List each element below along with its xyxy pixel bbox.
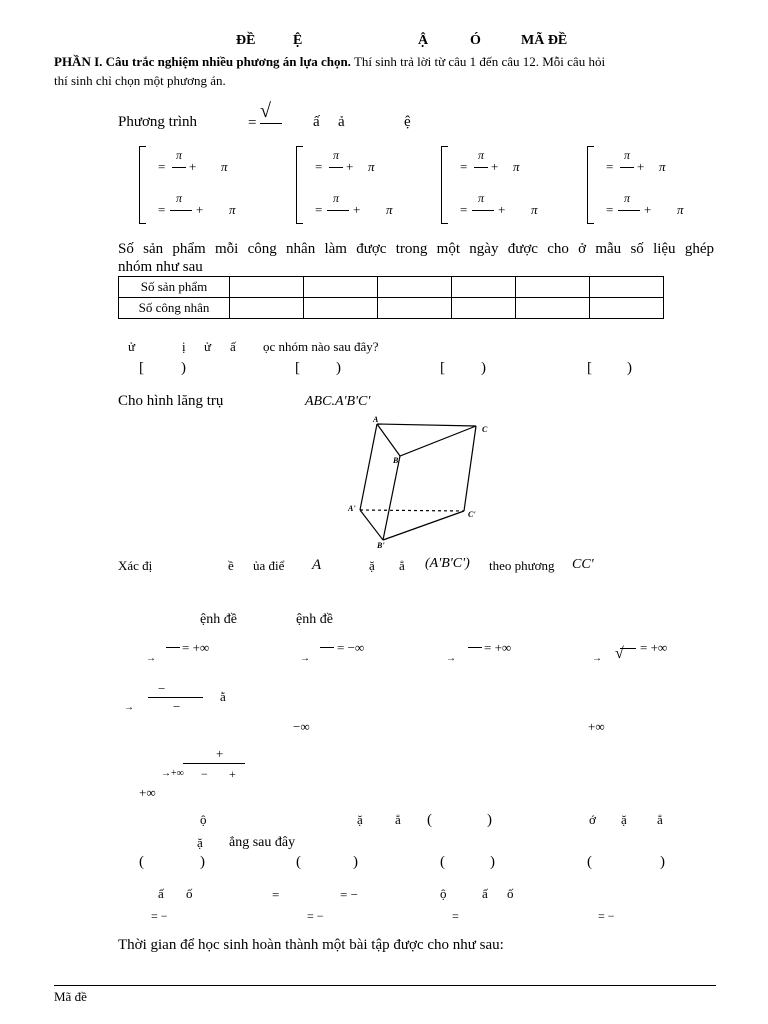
q4-option-neg-inf: −∞ bbox=[293, 719, 310, 734]
q5-denominator-plus: + bbox=[229, 767, 236, 781]
q6-open-paren: ( bbox=[427, 812, 432, 828]
q2-glyph-a: ấ bbox=[230, 339, 236, 354]
q4-b-result: = −∞ bbox=[337, 640, 365, 655]
table-cell bbox=[516, 298, 590, 319]
q1-option-a-eq: = bbox=[158, 159, 166, 174]
q7-option-b: = − bbox=[307, 909, 324, 923]
q3-glyph-a2: ẳ bbox=[399, 558, 405, 573]
q1-option-c-eq: = bbox=[460, 159, 468, 174]
header-glyph-4: Ó bbox=[470, 33, 481, 48]
q1-option-b-eq: = bbox=[315, 159, 323, 174]
q2-glyph-u: ử bbox=[128, 339, 136, 354]
header-glyph-3: Ậ bbox=[418, 33, 429, 48]
q1-option-c-pi-term: π bbox=[531, 202, 538, 217]
q6-close-paren: ) bbox=[487, 812, 492, 828]
q4-fraction-denominator: − bbox=[173, 699, 181, 714]
q2-option-c-open: [ bbox=[440, 360, 445, 376]
q7-eq: = bbox=[272, 887, 280, 902]
q1-option-c-pi-numerator: π bbox=[478, 148, 485, 162]
prism-edge-bc-bottom bbox=[383, 511, 464, 540]
table-cell bbox=[590, 298, 664, 319]
q1-option-c-pi-numerator: π bbox=[478, 191, 485, 205]
q1-option-d-pi-numerator: π bbox=[624, 191, 631, 205]
q2-question: ọc nhóm nào sau đây? bbox=[263, 339, 379, 354]
q1-prefix: Phương trình bbox=[118, 114, 197, 130]
header-de: ĐỀ bbox=[236, 33, 256, 48]
q1-option-d-plus: + bbox=[644, 202, 652, 217]
q4-d-fraction-bar bbox=[620, 648, 636, 649]
q3-glyph-e: ề bbox=[228, 558, 234, 573]
q1-option-a-plus: + bbox=[189, 159, 197, 174]
q2-option-b-close: ) bbox=[336, 360, 341, 376]
q5-limit-arrow: →+∞ bbox=[161, 768, 184, 779]
q1-option-d-eq: = bbox=[606, 159, 614, 174]
prism-top-face bbox=[377, 424, 476, 456]
vertex-label-b: B bbox=[393, 456, 399, 465]
q3-ua: ủa điể bbox=[253, 558, 285, 573]
q6-glyph-6: ặ bbox=[197, 835, 203, 850]
q4-option-pos-inf: +∞ bbox=[588, 719, 605, 734]
q4-a-fraction-bar bbox=[166, 647, 180, 648]
q1-option-a-fraction-bar bbox=[172, 167, 186, 168]
footer-divider bbox=[54, 985, 716, 986]
q3-prism-name: ABC.A'B'C' bbox=[305, 394, 371, 409]
q4-c-arrow: → bbox=[446, 653, 456, 664]
q1-glyph-1: ấ bbox=[313, 114, 320, 130]
footer-exam-code: Mã đề bbox=[54, 989, 87, 1004]
q2-text-line1: Số sản phẩm mỗi công nhân làm được trong một ngày được cho ở mẫu số liệu ghép bbox=[118, 241, 714, 257]
q6-glyph-3: ớ bbox=[589, 812, 596, 827]
q1-option-c-eq: = bbox=[460, 202, 468, 217]
prism-hidden-edge bbox=[360, 510, 464, 511]
q4-c-fraction-bar bbox=[468, 647, 482, 648]
q6-option-d-close: ) bbox=[660, 854, 665, 870]
q1-option-d-plus: + bbox=[637, 159, 645, 174]
q7-glyph-4: ấ bbox=[482, 886, 488, 901]
q1-option-d-pi-numerator: π bbox=[624, 148, 631, 162]
q6-option-d-open: ( bbox=[587, 854, 592, 870]
q6-glyph-o: ộ bbox=[200, 812, 207, 827]
q7-glyph-2: ố bbox=[186, 886, 193, 901]
q3-ask-prefix: Xác đị bbox=[118, 558, 153, 573]
q4-limit-arrow: → bbox=[124, 702, 134, 713]
q1-option-b-fraction-bar bbox=[329, 167, 343, 168]
q4-glyph-a: ằ bbox=[220, 689, 226, 704]
q4-a-arrow: → bbox=[146, 653, 156, 664]
q1-option-b-plus: + bbox=[353, 202, 361, 217]
q6-glyph-2: ẳ bbox=[395, 812, 401, 827]
q8-text: Thời gian để học sinh hoàn thành một bài tập được cho như sau: bbox=[118, 937, 504, 953]
prism-figure bbox=[340, 414, 500, 554]
vertex-label-a-prime: A' bbox=[348, 504, 356, 513]
q4-a-result: = +∞ bbox=[182, 640, 210, 655]
q1-option-a-pi-term: π bbox=[221, 159, 228, 174]
q6-line2: ẳng sau đây bbox=[229, 835, 296, 850]
q1-option-b-fraction-bar bbox=[327, 210, 349, 211]
q3-point: A bbox=[312, 557, 322, 573]
table-cell bbox=[590, 277, 664, 298]
prism-edge-cc bbox=[464, 426, 476, 511]
q1-option-b-pi-numerator: π bbox=[333, 191, 340, 205]
table-cell bbox=[304, 298, 378, 319]
q7-option-a: = − bbox=[151, 909, 168, 923]
q1-option-c-plus: + bbox=[498, 202, 506, 217]
q2-option-d-close: ) bbox=[627, 360, 632, 376]
q2-option-a-close: ) bbox=[181, 360, 186, 376]
q3-plane: (A'B'C') bbox=[425, 556, 470, 571]
table-header-cell: Số sản phẩm bbox=[119, 277, 230, 298]
part1-title: PHẦN I. Câu trắc nghiệm nhiều phương án lựa chọn. bbox=[54, 54, 351, 69]
q1-option-d-fraction-bar bbox=[620, 167, 634, 168]
header-exam-code: MÃ ĐỀ bbox=[521, 33, 568, 48]
table-cell bbox=[378, 298, 452, 319]
q5-fraction-bar bbox=[183, 763, 245, 764]
q3-theo: theo phương bbox=[489, 558, 555, 573]
q1-option-b-bracket bbox=[296, 146, 303, 224]
table-cell bbox=[378, 277, 452, 298]
header-glyph-2: Ệ bbox=[293, 33, 303, 48]
q1-option-c-pi-term: π bbox=[513, 159, 520, 174]
vertex-label-b-prime: B' bbox=[377, 541, 385, 550]
prism-edge-ab-bottom bbox=[360, 510, 383, 540]
q1-option-b-plus: + bbox=[346, 159, 354, 174]
q1-option-b-eq: = bbox=[315, 202, 323, 217]
q7-glyph-5: ố bbox=[507, 886, 514, 901]
part1-instruction-line2: thí sinh chỉ chọn một phương án. bbox=[54, 73, 226, 88]
q7-glyph-3: ộ bbox=[440, 886, 447, 901]
q6-option-b-close: ) bbox=[353, 854, 358, 870]
table-row bbox=[119, 277, 664, 298]
q4-fraction-numerator: − bbox=[158, 681, 166, 696]
q6-glyph-4: ặ bbox=[621, 812, 627, 827]
q4-heading-2: ệnh đề bbox=[296, 612, 333, 627]
q4-c-result: = +∞ bbox=[484, 640, 512, 655]
q1-glyph-3: ệ bbox=[404, 114, 411, 130]
q2-option-b-open: [ bbox=[295, 360, 300, 376]
q1-option-d-pi-term: π bbox=[677, 202, 684, 217]
q1-option-a-plus: + bbox=[196, 202, 204, 217]
q1-option-d-eq: = bbox=[606, 202, 614, 217]
table-cell bbox=[230, 298, 304, 319]
q6-option-c-close: ) bbox=[490, 854, 495, 870]
q2-text-line2: nhóm như sau bbox=[118, 259, 203, 275]
q6-glyph-5: ẳ bbox=[657, 812, 663, 827]
vertex-label-c-prime: C' bbox=[468, 510, 476, 519]
q3-prefix: Cho hình lăng trụ bbox=[118, 393, 224, 409]
q3-glyph-a1: ặ bbox=[369, 558, 375, 573]
q3-direction: CC' bbox=[572, 557, 594, 572]
table-cell bbox=[516, 277, 590, 298]
q1-option-b-pi-term: π bbox=[386, 202, 393, 217]
q1-option-c-plus: + bbox=[491, 159, 499, 174]
q1-option-a-fraction-bar bbox=[170, 210, 192, 211]
q7-option-c: = bbox=[452, 909, 459, 923]
vertex-label-c: C bbox=[482, 425, 488, 434]
q6-option-b-open: ( bbox=[296, 854, 301, 870]
q1-option-c-bracket bbox=[441, 146, 448, 224]
q1-option-a-pi-numerator: π bbox=[176, 148, 183, 162]
q7-eq-minus: = − bbox=[340, 887, 358, 902]
q1-option-d-fraction-bar bbox=[618, 210, 640, 211]
table-cell bbox=[230, 277, 304, 298]
q1-option-b-pi-numerator: π bbox=[333, 148, 340, 162]
q2-option-d-open: [ bbox=[587, 360, 592, 376]
q5-numerator-plus: + bbox=[216, 746, 224, 761]
q1-sqrt-icon: √ bbox=[260, 100, 271, 122]
q1-option-a-pi-term: π bbox=[229, 202, 236, 217]
q2-glyph-u2: ử bbox=[204, 339, 212, 354]
q6-option-c-open: ( bbox=[440, 854, 445, 870]
q4-d-sqrt-icon: √ bbox=[615, 645, 624, 662]
q2-glyph-i: ị bbox=[182, 339, 186, 354]
q1-option-c-fraction-bar bbox=[474, 167, 488, 168]
q6-option-a-close: ) bbox=[200, 854, 205, 870]
table-cell bbox=[452, 298, 516, 319]
q1-option-a-pi-numerator: π bbox=[176, 191, 183, 205]
q4-d-result: = +∞ bbox=[640, 640, 668, 655]
q6-glyph-1: ặ bbox=[357, 812, 363, 827]
q1-glyph-2: ả bbox=[338, 114, 345, 130]
q4-b-arrow: → bbox=[300, 653, 310, 664]
prism-edge-bb bbox=[383, 456, 400, 540]
q1-option-a-bracket bbox=[139, 146, 146, 224]
q1-option-d-pi-term: π bbox=[659, 159, 666, 174]
q4-fraction-bar bbox=[148, 697, 203, 698]
q7-glyph-1: ấ bbox=[158, 886, 164, 901]
q2-data-table bbox=[118, 276, 664, 319]
q4-d-arrow: → bbox=[592, 653, 602, 664]
table-cell bbox=[304, 277, 378, 298]
q1-eq: = bbox=[248, 115, 257, 131]
q4-heading-1: ệnh đề bbox=[200, 612, 237, 627]
q6-option-a-open: ( bbox=[139, 854, 144, 870]
prism-edge-aa bbox=[360, 424, 377, 510]
table-header-cell: Số công nhân bbox=[119, 298, 230, 319]
part1-heading bbox=[54, 54, 605, 70]
vertex-label-a: A bbox=[373, 415, 379, 424]
part1-instruction: Thí sinh trả lời từ câu 1 đến câu 12. Mỗi câu hỏi bbox=[350, 54, 606, 69]
q5-denominator-minus: − bbox=[201, 767, 208, 781]
q2-option-c-close: ) bbox=[481, 360, 486, 376]
q7-option-d: = − bbox=[598, 909, 615, 923]
q1-option-b-pi-term: π bbox=[368, 159, 375, 174]
q4-b-fraction-bar bbox=[320, 647, 334, 648]
q1-option-d-bracket bbox=[587, 146, 594, 224]
q1-option-a-eq: = bbox=[158, 202, 166, 217]
q1-option-c-fraction-bar bbox=[472, 210, 494, 211]
table-cell bbox=[452, 277, 516, 298]
q2-option-a-open: [ bbox=[139, 360, 144, 376]
q5-option-pos-inf: +∞ bbox=[139, 785, 156, 800]
table-row bbox=[119, 298, 664, 319]
q1-fraction-bar bbox=[260, 123, 282, 124]
